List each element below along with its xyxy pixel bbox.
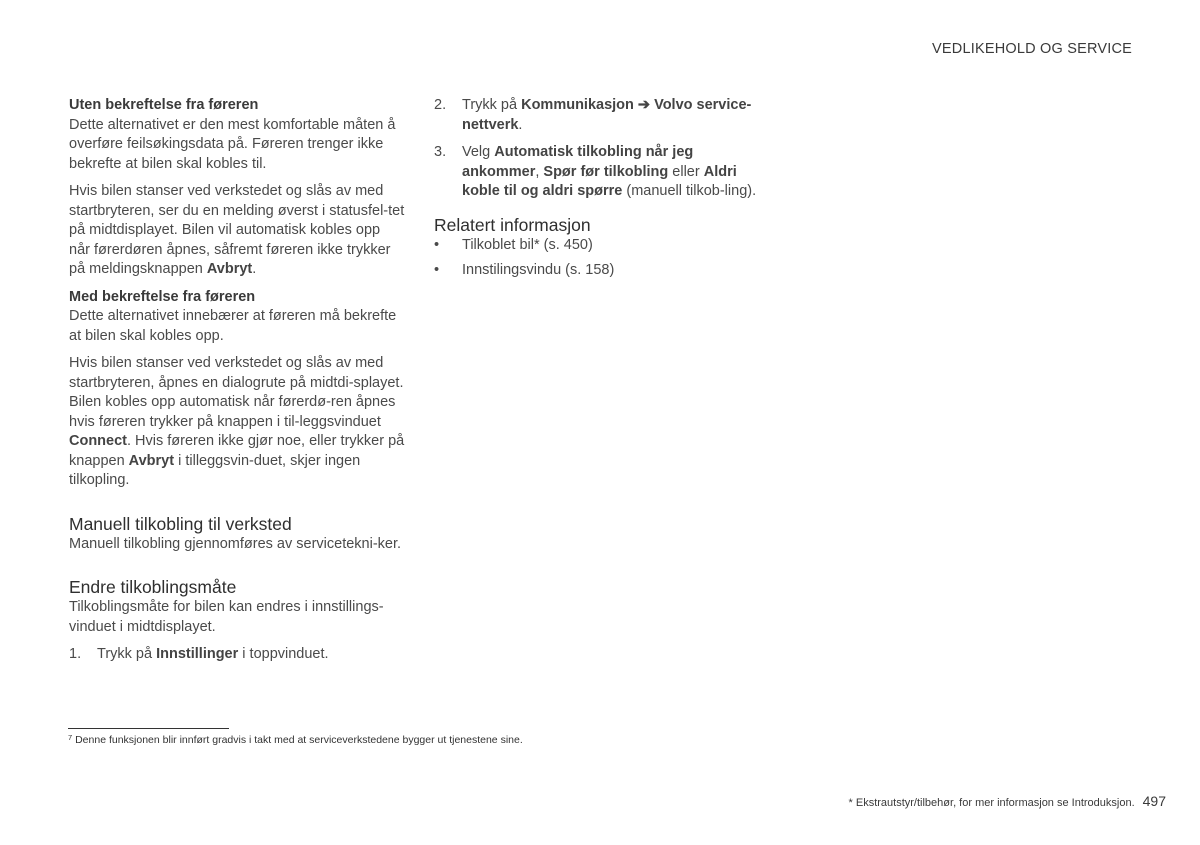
step-2 [434, 96, 764, 135]
subheading-without-confirmation: Uten bekreftelse fra føreren [69, 97, 259, 113]
page-footer [849, 793, 1166, 809]
service-network-ref: Volvo service-nettverk [462, 97, 752, 133]
steps-list-continued [434, 96, 764, 202]
page-number: 497 [1142, 793, 1166, 809]
option-auto: Automatisk tilkobling når jeg ankommer [462, 144, 694, 180]
footnote-marker: 7 [68, 733, 73, 742]
text: i tilleggsvin-duet, skjer ingen tilkopling. [69, 452, 361, 488]
connect-button-ref: Connect [69, 433, 127, 449]
paragraph-manual: Manuell tilkobling gjennomføres av servicetekni-ker. [69, 535, 402, 552]
related-links [434, 236, 764, 281]
arrow-right-icon: ➔ [637, 97, 651, 113]
text: Hvis bilen stanser ved verkstedet og slås av med startbryteren, åpnes en dialogrute på midtdi-splayet. Bilen kobles opp automatisk når førerdø-ren åpnes hvis føreren trykker på knappen i til-leggsvinduet [69, 355, 404, 430]
related-link-connected-car[interactable] [434, 236, 764, 256]
link-text: Innstilingsvindu (s. 158) [462, 262, 615, 278]
footnote-text: Denne funksjonen blir innført gradvis i takt med at serviceverkstedene bygger ut tjenestene sine. [72, 734, 523, 746]
footer-note: * Ekstrautstyr/tilbehør, for mer informasjon se Introduksjon. [848, 797, 1135, 809]
text: (manuell tilkob-ling). [622, 183, 757, 199]
communication-ref: Kommunikasjon [521, 97, 634, 113]
paragraph-with-confirmation: Dette alternativet innebærer at føreren må bekrefte at bilen skal kobles opp. [69, 308, 397, 344]
paragraph-change: Tilkoblingsmåte for bilen kan endres i innstillings-vinduet i midtdisplayet. [69, 599, 384, 635]
right-column [434, 96, 764, 289]
text: i toppvinduet. [238, 646, 329, 662]
step-number: 3. [434, 144, 447, 160]
settings-ref: Innstillinger [156, 646, 239, 662]
footnote-divider [68, 728, 229, 729]
step-number: 2. [434, 97, 447, 113]
section-header: VEDLIKEHOLD OG SERVICE [932, 41, 1132, 57]
paragraph-without-confirmation: Dette alternativet er den mest komfortable måten å overføre feilsøkingsdata på. Føreren trenger ikke bekrefte at bilen skal kobles til. [69, 116, 396, 172]
option-ask: Spør før tilkobling [543, 163, 669, 180]
heading-change-connection: Endre tilkoblingsmåte [69, 577, 237, 597]
step-number: 1. [69, 646, 82, 662]
text: Hvis bilen stanser ved verkstedet og slås av med startbryteren, ser du en melding øverst i statusfel-tet på midtdisplayet. Bilen vil automatisk kobles opp når førerdøren åpnes, såfremt føreren ikke trykker på meldingsknappen [69, 183, 405, 277]
text: eller [668, 163, 704, 180]
paragraph-auto-connect [69, 182, 405, 280]
paragraph-dialog [69, 354, 405, 491]
subheading-with-confirmation: Med bekreftelse fra føreren [69, 288, 256, 305]
bullet-icon: • [434, 262, 440, 278]
text: , [535, 163, 544, 180]
text: Trykk på [97, 646, 157, 662]
steps-list [69, 645, 405, 665]
text: . [252, 261, 257, 277]
left-column [69, 96, 405, 673]
related-link-settings-window[interactable] [434, 261, 764, 281]
heading-related-info: Relatert informasjon [434, 214, 591, 235]
bullet-icon: • [434, 236, 440, 253]
cancel-button-ref: Avbryt [206, 261, 253, 277]
footnote [68, 733, 523, 746]
text: . Hvis føreren ikke gjør noe, eller trykker på knappen [69, 433, 405, 469]
step-3 [434, 143, 764, 202]
cancel-button-ref: Avbryt [128, 452, 175, 469]
text: Trykk på [462, 97, 522, 113]
text: . [518, 116, 523, 133]
option-never: Aldri koble til og aldri spørre [462, 163, 737, 199]
link-text: Tilkoblet bil* (s. 450) [462, 236, 593, 253]
text: Velg [462, 144, 495, 160]
heading-manual-connection: Manuell tilkobling til verksted [69, 513, 292, 534]
step-1 [69, 645, 405, 665]
